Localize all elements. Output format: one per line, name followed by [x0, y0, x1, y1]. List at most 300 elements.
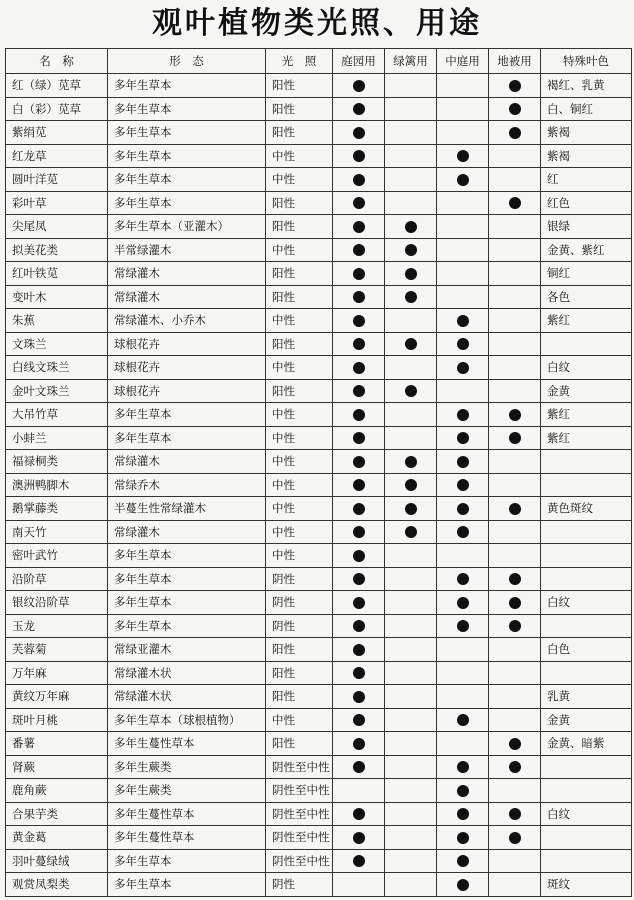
cell-name: 沿阶草 [6, 567, 108, 591]
dot-icon [353, 385, 365, 397]
cell-leafcolor: 白纹 [541, 356, 632, 380]
cell-name: 福禄桐类 [6, 450, 108, 474]
dot-icon [457, 479, 469, 491]
cell-light: 中性 [266, 520, 333, 544]
header-leafcolor: 特殊叶色 [541, 49, 632, 74]
cell-groundcover [489, 97, 541, 121]
cell-light: 阳性 [266, 121, 333, 145]
cell-courtyard [437, 567, 489, 591]
dot-icon [509, 409, 521, 421]
dot-icon [405, 479, 417, 491]
cell-courtyard [437, 614, 489, 638]
cell-garden [333, 215, 385, 239]
cell-greenfence [385, 74, 437, 98]
cell-leafcolor: 白纹 [541, 802, 632, 826]
cell-garden [333, 97, 385, 121]
cell-garden [333, 732, 385, 756]
dot-icon [405, 503, 417, 515]
cell-garden [333, 426, 385, 450]
dot-icon [405, 338, 417, 350]
table-row [6, 309, 632, 333]
cell-form: 常绿灌木 [108, 285, 266, 309]
table-row [6, 262, 632, 286]
cell-courtyard [437, 685, 489, 709]
table-row [6, 708, 632, 732]
cell-name: 红（绿）苋草 [6, 74, 108, 98]
cell-leafcolor: 紫红 [541, 309, 632, 333]
cell-name: 白（彩）苋草 [6, 97, 108, 121]
cell-form: 球根花卉 [108, 356, 266, 380]
cell-form: 多年生草本 [108, 97, 266, 121]
cell-name: 变叶木 [6, 285, 108, 309]
dot-icon [457, 620, 469, 632]
cell-name: 密叶武竹 [6, 544, 108, 568]
cell-garden [333, 168, 385, 192]
cell-leafcolor: 金黄、紫红 [541, 238, 632, 262]
cell-greenfence [385, 755, 437, 779]
dot-icon [353, 197, 365, 209]
table-row [6, 285, 632, 309]
cell-garden [333, 379, 385, 403]
cell-courtyard [437, 473, 489, 497]
cell-greenfence [385, 779, 437, 803]
cell-light: 阳性 [266, 74, 333, 98]
cell-form: 常绿乔木 [108, 473, 266, 497]
cell-courtyard [437, 168, 489, 192]
cell-form: 多年生草本 [108, 144, 266, 168]
cell-name: 尖尾凤 [6, 215, 108, 239]
dot-icon [353, 714, 365, 726]
dot-icon [457, 808, 469, 820]
cell-groundcover [489, 685, 541, 709]
cell-garden [333, 332, 385, 356]
cell-garden [333, 708, 385, 732]
dot-icon [353, 315, 365, 327]
table-row [6, 356, 632, 380]
cell-form: 多年生草本 [108, 614, 266, 638]
cell-leafcolor: 红 [541, 168, 632, 192]
cell-leafcolor: 褐红、乳黄 [541, 74, 632, 98]
cell-leafcolor: 白、铜红 [541, 97, 632, 121]
cell-leafcolor [541, 544, 632, 568]
dot-icon [457, 150, 469, 162]
dot-icon [353, 526, 365, 538]
cell-garden [333, 755, 385, 779]
dot-icon [405, 268, 417, 280]
dot-icon [353, 644, 365, 656]
cell-greenfence [385, 144, 437, 168]
cell-groundcover [489, 755, 541, 779]
cell-greenfence [385, 473, 437, 497]
cell-name: 鹅掌藤类 [6, 497, 108, 521]
table-row [6, 849, 632, 873]
cell-light: 阴性至中性 [266, 755, 333, 779]
table-body [6, 74, 632, 897]
cell-greenfence [385, 497, 437, 521]
cell-garden [333, 285, 385, 309]
cell-garden [333, 191, 385, 215]
dot-icon [353, 103, 365, 115]
cell-greenfence [385, 309, 437, 333]
cell-groundcover [489, 262, 541, 286]
cell-greenfence [385, 614, 437, 638]
cell-greenfence [385, 379, 437, 403]
table-row [6, 144, 632, 168]
table-row [6, 614, 632, 638]
cell-courtyard [437, 144, 489, 168]
cell-light: 阴性至中性 [266, 779, 333, 803]
cell-leafcolor: 金黄、暗紫 [541, 732, 632, 756]
cell-groundcover [489, 473, 541, 497]
cell-leafcolor: 紫红 [541, 426, 632, 450]
cell-light: 阴性 [266, 614, 333, 638]
dot-icon [457, 573, 469, 585]
cell-groundcover [489, 661, 541, 685]
cell-leafcolor: 黄色斑纹 [541, 497, 632, 521]
cell-courtyard [437, 450, 489, 474]
cell-light: 中性 [266, 544, 333, 568]
cell-greenfence [385, 661, 437, 685]
cell-courtyard [437, 121, 489, 145]
dot-icon [353, 127, 365, 139]
cell-light: 中性 [266, 708, 333, 732]
dot-icon [509, 197, 521, 209]
dot-icon [353, 174, 365, 186]
dot-icon [353, 268, 365, 280]
cell-form: 球根花卉 [108, 379, 266, 403]
cell-form: 常绿灌木、小乔木 [108, 309, 266, 333]
cell-groundcover [489, 121, 541, 145]
dot-icon [353, 409, 365, 421]
cell-courtyard [437, 732, 489, 756]
cell-form: 多年生草本 [108, 849, 266, 873]
cell-leafcolor: 金黄 [541, 379, 632, 403]
cell-form: 常绿亚灌木 [108, 638, 266, 662]
cell-name: 黄纹万年麻 [6, 685, 108, 709]
page-title: 观叶植物类光照、用途 [152, 6, 482, 41]
cell-groundcover [489, 309, 541, 333]
cell-light: 阳性 [266, 685, 333, 709]
cell-greenfence [385, 520, 437, 544]
cell-garden [333, 121, 385, 145]
cell-form: 多年生草本 [108, 544, 266, 568]
dot-icon [457, 714, 469, 726]
cell-light: 中性 [266, 168, 333, 192]
cell-garden [333, 873, 385, 897]
cell-light: 阴性至中性 [266, 849, 333, 873]
table-row [6, 332, 632, 356]
cell-light: 中性 [266, 356, 333, 380]
dot-icon [457, 174, 469, 186]
cell-courtyard [437, 755, 489, 779]
cell-leafcolor: 紫红 [541, 403, 632, 427]
cell-name: 圆叶洋苋 [6, 168, 108, 192]
cell-greenfence [385, 262, 437, 286]
cell-groundcover [489, 356, 541, 380]
dot-icon [353, 80, 365, 92]
cell-name: 白线文珠兰 [6, 356, 108, 380]
header-garden: 庭园用 [333, 49, 385, 74]
cell-garden [333, 497, 385, 521]
table-row [6, 379, 632, 403]
cell-leafcolor [541, 567, 632, 591]
cell-groundcover [489, 544, 541, 568]
cell-garden [333, 614, 385, 638]
cell-greenfence [385, 591, 437, 615]
cell-greenfence [385, 450, 437, 474]
table-row [6, 403, 632, 427]
cell-courtyard [437, 191, 489, 215]
cell-leafcolor [541, 614, 632, 638]
cell-form: 球根花卉 [108, 332, 266, 356]
cell-groundcover [489, 191, 541, 215]
cell-leafcolor: 紫褐 [541, 144, 632, 168]
table-row [6, 450, 632, 474]
cell-greenfence [385, 426, 437, 450]
cell-courtyard [437, 332, 489, 356]
table-row [6, 520, 632, 544]
cell-form: 多年生草本 [108, 426, 266, 450]
cell-courtyard [437, 285, 489, 309]
dot-icon [405, 244, 417, 256]
plant-table [5, 48, 632, 897]
cell-greenfence [385, 191, 437, 215]
dot-icon [353, 761, 365, 773]
cell-form: 多年生草本 [108, 168, 266, 192]
table-row [6, 215, 632, 239]
table-header-row [6, 49, 632, 74]
cell-greenfence [385, 215, 437, 239]
cell-light: 阴性 [266, 591, 333, 615]
cell-leafcolor: 金黄 [541, 708, 632, 732]
cell-courtyard [437, 74, 489, 98]
cell-groundcover [489, 873, 541, 897]
cell-garden [333, 262, 385, 286]
cell-leafcolor: 红色 [541, 191, 632, 215]
cell-garden [333, 567, 385, 591]
cell-courtyard [437, 779, 489, 803]
cell-leafcolor [541, 779, 632, 803]
table-row [6, 473, 632, 497]
dot-icon [509, 80, 521, 92]
cell-courtyard [437, 873, 489, 897]
dot-icon [353, 620, 365, 632]
header-greenfence: 绿篱用 [385, 49, 437, 74]
cell-courtyard [437, 309, 489, 333]
cell-name: 红叶铁苋 [6, 262, 108, 286]
cell-leafcolor: 铜红 [541, 262, 632, 286]
cell-greenfence [385, 97, 437, 121]
cell-name: 肾蕨 [6, 755, 108, 779]
table-row [6, 567, 632, 591]
cell-form: 常绿灌木 [108, 262, 266, 286]
cell-name: 小蚌兰 [6, 426, 108, 450]
header-form: 形 态 [108, 49, 266, 74]
cell-greenfence [385, 685, 437, 709]
cell-name: 合果芋类 [6, 802, 108, 826]
cell-courtyard [437, 403, 489, 427]
cell-groundcover [489, 168, 541, 192]
header-courtyard: 中庭用 [437, 49, 489, 74]
cell-courtyard [437, 802, 489, 826]
dot-icon [457, 432, 469, 444]
cell-groundcover [489, 708, 541, 732]
cell-garden [333, 144, 385, 168]
dot-icon [353, 150, 365, 162]
dot-icon [353, 550, 365, 562]
dot-icon [353, 362, 365, 374]
dot-icon [353, 338, 365, 350]
cell-leafcolor: 乳黄 [541, 685, 632, 709]
cell-form: 多年生草本 [108, 591, 266, 615]
cell-courtyard [437, 97, 489, 121]
cell-garden [333, 473, 385, 497]
cell-name: 澳洲鸭脚木 [6, 473, 108, 497]
cell-form: 多年生草本（球根植物） [108, 708, 266, 732]
dot-icon [457, 526, 469, 538]
cell-garden [333, 74, 385, 98]
cell-greenfence [385, 708, 437, 732]
cell-greenfence [385, 802, 437, 826]
cell-garden [333, 802, 385, 826]
dot-icon [457, 761, 469, 773]
cell-garden [333, 544, 385, 568]
cell-light: 中性 [266, 426, 333, 450]
cell-garden [333, 403, 385, 427]
table-row [6, 826, 632, 850]
cell-name: 大吊竹草 [6, 403, 108, 427]
cell-greenfence [385, 732, 437, 756]
cell-name: 红龙草 [6, 144, 108, 168]
cell-courtyard [437, 826, 489, 850]
cell-greenfence [385, 567, 437, 591]
dot-icon [509, 127, 521, 139]
cell-name: 斑叶月桃 [6, 708, 108, 732]
cell-form: 常绿灌木状 [108, 661, 266, 685]
cell-groundcover [489, 802, 541, 826]
cell-form: 常绿灌木状 [108, 685, 266, 709]
dot-icon [457, 315, 469, 327]
dot-icon [353, 855, 365, 867]
cell-name: 文珠兰 [6, 332, 108, 356]
cell-leafcolor [541, 473, 632, 497]
table-row [6, 544, 632, 568]
dot-icon [405, 526, 417, 538]
cell-light: 阳性 [266, 332, 333, 356]
cell-leafcolor: 各色 [541, 285, 632, 309]
cell-leafcolor: 白纹 [541, 591, 632, 615]
dot-icon [405, 221, 417, 233]
cell-name: 彩叶草 [6, 191, 108, 215]
cell-groundcover [489, 497, 541, 521]
table-row [6, 497, 632, 521]
cell-groundcover [489, 238, 541, 262]
dot-icon [353, 244, 365, 256]
cell-garden [333, 309, 385, 333]
cell-light: 阳性 [266, 191, 333, 215]
cell-groundcover [489, 403, 541, 427]
cell-light: 中性 [266, 473, 333, 497]
cell-greenfence [385, 849, 437, 873]
cell-form: 多年生草本 [108, 403, 266, 427]
cell-name: 观赏凤梨类 [6, 873, 108, 897]
dot-icon [509, 808, 521, 820]
cell-courtyard [437, 426, 489, 450]
table-row [6, 755, 632, 779]
cell-leafcolor [541, 826, 632, 850]
dot-icon [353, 456, 365, 468]
cell-light: 中性 [266, 309, 333, 333]
table-row [6, 802, 632, 826]
cell-groundcover [489, 849, 541, 873]
cell-greenfence [385, 168, 437, 192]
cell-form: 多年生草本（亚灌木） [108, 215, 266, 239]
cell-groundcover [489, 520, 541, 544]
dot-icon [509, 620, 521, 632]
table-row [6, 238, 632, 262]
cell-greenfence [385, 403, 437, 427]
cell-groundcover [489, 732, 541, 756]
cell-courtyard [437, 262, 489, 286]
cell-light: 阳性 [266, 379, 333, 403]
dot-icon [353, 291, 365, 303]
cell-groundcover [489, 567, 541, 591]
cell-garden [333, 685, 385, 709]
cell-name: 银纹沿阶草 [6, 591, 108, 615]
table-row [6, 168, 632, 192]
dot-icon [353, 597, 365, 609]
cell-leafcolor [541, 332, 632, 356]
cell-courtyard [437, 661, 489, 685]
dot-icon [457, 362, 469, 374]
cell-groundcover [489, 379, 541, 403]
cell-name: 鹿角蕨 [6, 779, 108, 803]
cell-courtyard [437, 638, 489, 662]
dot-icon [509, 103, 521, 115]
cell-groundcover [489, 144, 541, 168]
dot-icon [353, 432, 365, 444]
cell-garden [333, 356, 385, 380]
cell-form: 多年生草本 [108, 74, 266, 98]
cell-greenfence [385, 356, 437, 380]
cell-leafcolor [541, 450, 632, 474]
cell-greenfence [385, 826, 437, 850]
dot-icon [509, 761, 521, 773]
cell-leafcolor: 斑纹 [541, 873, 632, 897]
cell-garden [333, 450, 385, 474]
cell-garden [333, 520, 385, 544]
cell-light: 中性 [266, 497, 333, 521]
cell-light: 阳性 [266, 262, 333, 286]
cell-name: 黄金葛 [6, 826, 108, 850]
cell-leafcolor: 白色 [541, 638, 632, 662]
cell-garden [333, 849, 385, 873]
cell-garden [333, 779, 385, 803]
dot-icon [353, 832, 365, 844]
dot-icon [457, 879, 469, 891]
cell-greenfence [385, 121, 437, 145]
cell-courtyard [437, 708, 489, 732]
cell-courtyard [437, 379, 489, 403]
cell-form: 多年生蔓性草本 [108, 826, 266, 850]
cell-light: 中性 [266, 450, 333, 474]
cell-name: 万年麻 [6, 661, 108, 685]
cell-form: 半常绿灌木 [108, 238, 266, 262]
cell-form: 常绿灌木 [108, 450, 266, 474]
dot-icon [457, 597, 469, 609]
cell-groundcover [489, 779, 541, 803]
cell-light: 阳性 [266, 661, 333, 685]
